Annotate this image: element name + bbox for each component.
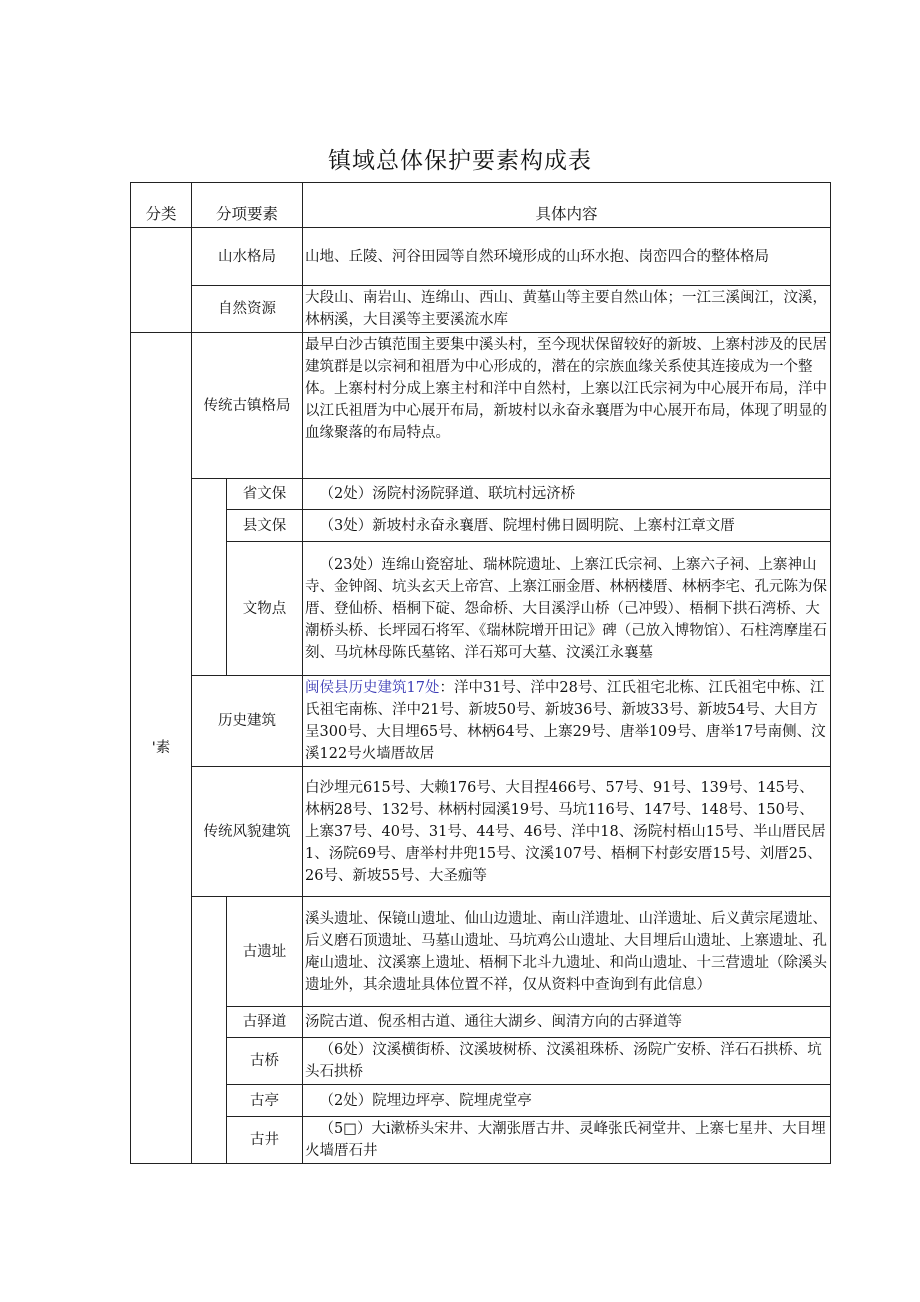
- page-title: 镇域总体保护要素构成表: [328, 148, 592, 174]
- row-label-guzhen: 传统古镇格局: [192, 333, 303, 479]
- row-label-guyizhi: 古遗址: [227, 897, 303, 1007]
- row-label-xianwenbao: 县文保: [227, 510, 303, 542]
- row-label-wenwudian: 文物点: [227, 542, 303, 676]
- row-content-guzhen: 最早白沙古镇范围主要集中溪头村，至今现状保留较好的新坡、上寨村涉及的民居建筑群是以宗祠和祖厝为中心形成的，潜在的宗族血缘关系使其连接成为一个整体。上寨村村分成上寨主村和洋中自然村，上寨以江氏宗祠为中心展开布局，洋中以江氏祖厝为中心展开布局，新坡村以永奋永襄厝为中心展开布局，体现了明显的血缘聚落的布局特点。: [303, 333, 831, 479]
- category-cell-main: '素: [131, 333, 192, 1164]
- table-row: [131, 676, 831, 767]
- table-row: [131, 228, 831, 286]
- row-label-lishi: 历史建筑: [192, 676, 303, 767]
- row-content-gujing: （5□）大ⅰ漱桥头宋井、大潮张厝古井、灵峰张氏祠堂井、上寨七星井、大目埋火墙厝石井: [303, 1117, 831, 1164]
- table-row: [131, 1117, 831, 1164]
- row-label-ziran: 自然资源: [192, 286, 303, 333]
- row-content-xianwenbao: （3处）新坡村永奋永襄厝、院埋村佛日圆明院、上寨村江章文厝: [303, 510, 831, 542]
- row-label-guyidao: 古驿道: [227, 1007, 303, 1038]
- category-cell-empty: [131, 228, 192, 333]
- row-content-shengwenbao: （2处）汤院村汤院驿道、联坑村远济桥: [303, 479, 831, 510]
- row-label-shanshui: 山水格局: [192, 228, 303, 286]
- row-content-lishi: [303, 676, 831, 767]
- table-row: [131, 1007, 831, 1038]
- subgroup-cell-wenbao: [192, 479, 227, 676]
- row-label-guqiao: 古桥: [227, 1038, 303, 1085]
- row-content-guyizhi: 溪头遗址、保镜山遗址、仙山边遗址、南山洋遗址、山洋遗址、后义黄宗尾遗址、后义磨石顶遗址、马墓山遗址、马坑鸡公山遗址、大目埋后山遗址、上寨遗址、孔庵山遗址、汶溪寨上遗址、梧桐下北斗九遗址、和尚山遗址、十三营遗址（除溪头遗址外，其余遗址具体位置不祥，仅从资料中查询到有此信息）: [303, 897, 831, 1007]
- row-label-gujing: 古井: [227, 1117, 303, 1164]
- table-row: [131, 510, 831, 542]
- row-content-fengmao: 白沙埋元615号、大赖176号、大目捏466号、57号、91号、139号、145号、林柄28号、132号、林柄村园溪19号、马坑116号、147号、148号、150号、上寨37号、40号、31号、44号、46号、洋中18、汤院村梧山15号、半山厝民居1、汤院69号、唐举村井兜15号、汶溪107号、梧桐下村彭安厝15号、刘厝25、26号、新坡55号、大圣痂等: [303, 767, 831, 897]
- table-row: [131, 479, 831, 510]
- row-content-ziran: 大段山、南岩山、连绵山、西山、黄墓山等主要自然山体；一江三溪闽江，汶溪，林柄溪，大目溪等主要溪流水库: [303, 286, 831, 333]
- row-label-guting: 古亭: [227, 1085, 303, 1117]
- lishi-link-text[interactable]: 闽侯县历史建筑17处: [305, 680, 440, 696]
- row-content-shanshui: 山地、丘陵、河谷田园等自然环境形成的山环水抱、岗峦四合的整体格局: [303, 228, 831, 286]
- table-row: [131, 897, 831, 1007]
- table-row: [131, 1038, 831, 1085]
- table-row: [131, 1085, 831, 1117]
- table-row: [131, 286, 831, 333]
- table-row: [131, 767, 831, 897]
- subgroup-cell-guji: [192, 897, 227, 1164]
- row-content-guting: （2处）院埋边坪亭、院埋虎堂亭: [303, 1085, 831, 1117]
- protection-elements-table: [130, 182, 831, 1164]
- header-category: 分类: [131, 183, 192, 228]
- header-sub-item: 分项要素: [192, 183, 303, 228]
- lishi-content-text: ：洋中31号、洋中28号、江氏祖宅北栋、江氏祖宅中栋、江氏祖宅南栋、洋中21号、新坡50号、新坡36号、新坡33号、新坡54号、大目方呈300号、大目埋65号、林柄64号、上寨29号、唐举109号、唐举17号南侧、汶溪122号火墙厝故居: [305, 680, 826, 762]
- row-label-shengwenbao: 省文保: [227, 479, 303, 510]
- table-row: [131, 333, 831, 479]
- row-label-fengmao: 传统风貌建筑: [192, 767, 303, 897]
- header-content: 具体内容: [303, 183, 831, 228]
- table-header-row: [131, 183, 831, 228]
- table-row: [131, 542, 831, 676]
- row-content-guqiao: （6处）汶溪横街桥、汶溪坡树桥、汶溪祖珠桥、汤院广安桥、洋石石拱桥、坑头石拱桥: [303, 1038, 831, 1085]
- row-content-wenwudian: （23处）连绵山瓷窑址、瑞林院遗址、上寨江氏宗祠、上寨六子祠、上寨神山寺、金钟阁、坑头玄天上帝宫、上寨江丽金厝、林柄楼厝、林柄李宅、孔元陈为保厝、登仙桥、梧桐下碇、怨命桥、大目溪浮山桥（己冲毁）、梧桐下拱石湾桥、大潮桥头桥、长坪园石将军、《瑞林院增开田记》碑（己放入博物馆）、石柱湾摩崖石刻、马坑林母陈氏墓铭、洋石郑可大墓、汶溪江永襄墓: [303, 542, 831, 676]
- row-content-guyidao: 汤院古道、倪丞相古道、通往大湖乡、闽清方向的古驿道等: [303, 1007, 831, 1038]
